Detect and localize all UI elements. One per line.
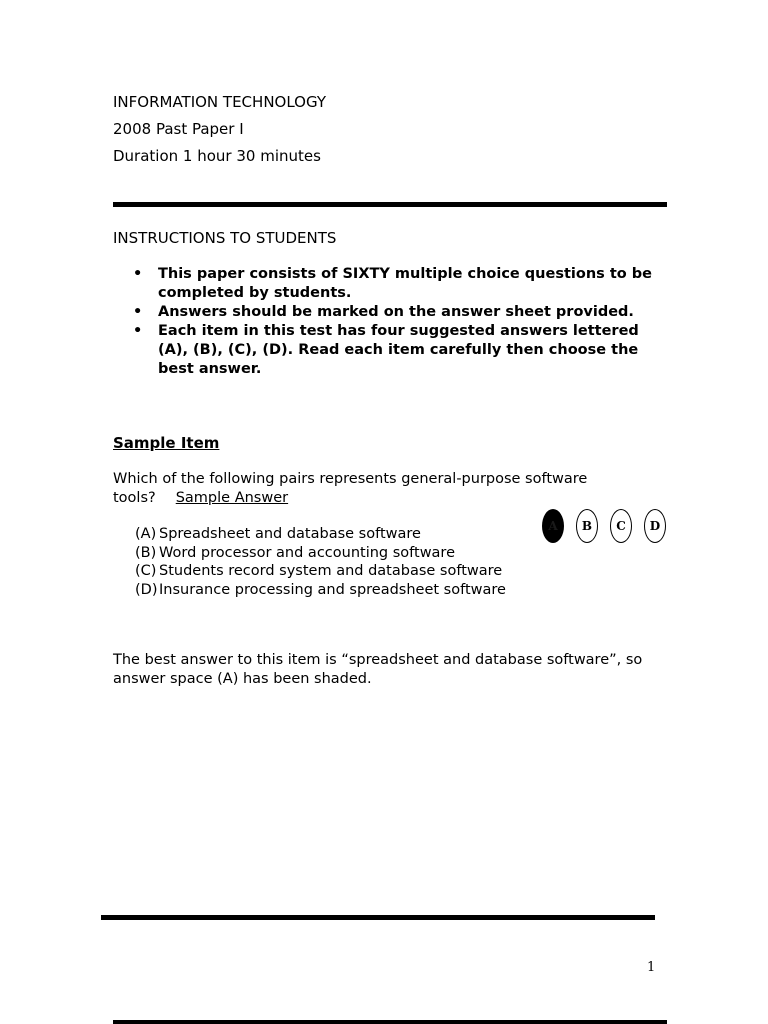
sample-question <box>113 470 633 508</box>
bullet-icon: • <box>133 323 143 339</box>
next-page-rule <box>113 1020 667 1024</box>
bullet-icon: • <box>133 304 143 320</box>
instruction-item: • Each item in this test has four suggested answers lettered (A), (B), (C), (D). Read each item carefully then choose the best answer. <box>133 323 639 377</box>
option-c: (C) Students record system and database software <box>135 563 503 579</box>
paper-title: 2008 Past Paper I <box>113 120 244 138</box>
option-d: (D) Insurance processing and spreadsheet software <box>135 581 506 598</box>
answer-bubble-a: A <box>542 509 564 543</box>
bullet-icon: • <box>133 266 143 282</box>
option-a: (A) Spreadsheet and database software <box>135 526 421 542</box>
subject-title: INFORMATION TECHNOLOGY <box>113 93 327 111</box>
answer-bubble-b: B <box>576 509 598 543</box>
sample-explanation: The best answer to this item is “spreadsheet and database software”, so answer space (A) has been shaded. <box>113 652 643 687</box>
page-number: 1 <box>647 960 656 975</box>
answer-bubble-c: C <box>610 509 632 543</box>
footer-rule <box>101 915 655 920</box>
instruction-item: • Answers should be marked on the answer sheet provided. <box>133 304 634 320</box>
instruction-item: • This paper consists of SIXTY multiple choice questions to be completed by students. <box>133 266 652 301</box>
option-b: (B) Word processor and accounting software <box>135 544 455 561</box>
question-text: Which of the following pairs represents general-purpose software tools? <box>113 471 588 506</box>
duration: Duration 1 hour 30 minutes <box>113 147 321 165</box>
sample-answer-label: Sample Answer <box>175 490 289 506</box>
sample-item-title: Sample Item <box>113 434 220 452</box>
instructions-title: INSTRUCTIONS TO STUDENTS <box>113 229 337 247</box>
instructions-list <box>113 265 673 379</box>
header-rule <box>113 202 667 207</box>
answer-options <box>135 525 506 599</box>
answer-bubble-d: D <box>644 509 666 543</box>
